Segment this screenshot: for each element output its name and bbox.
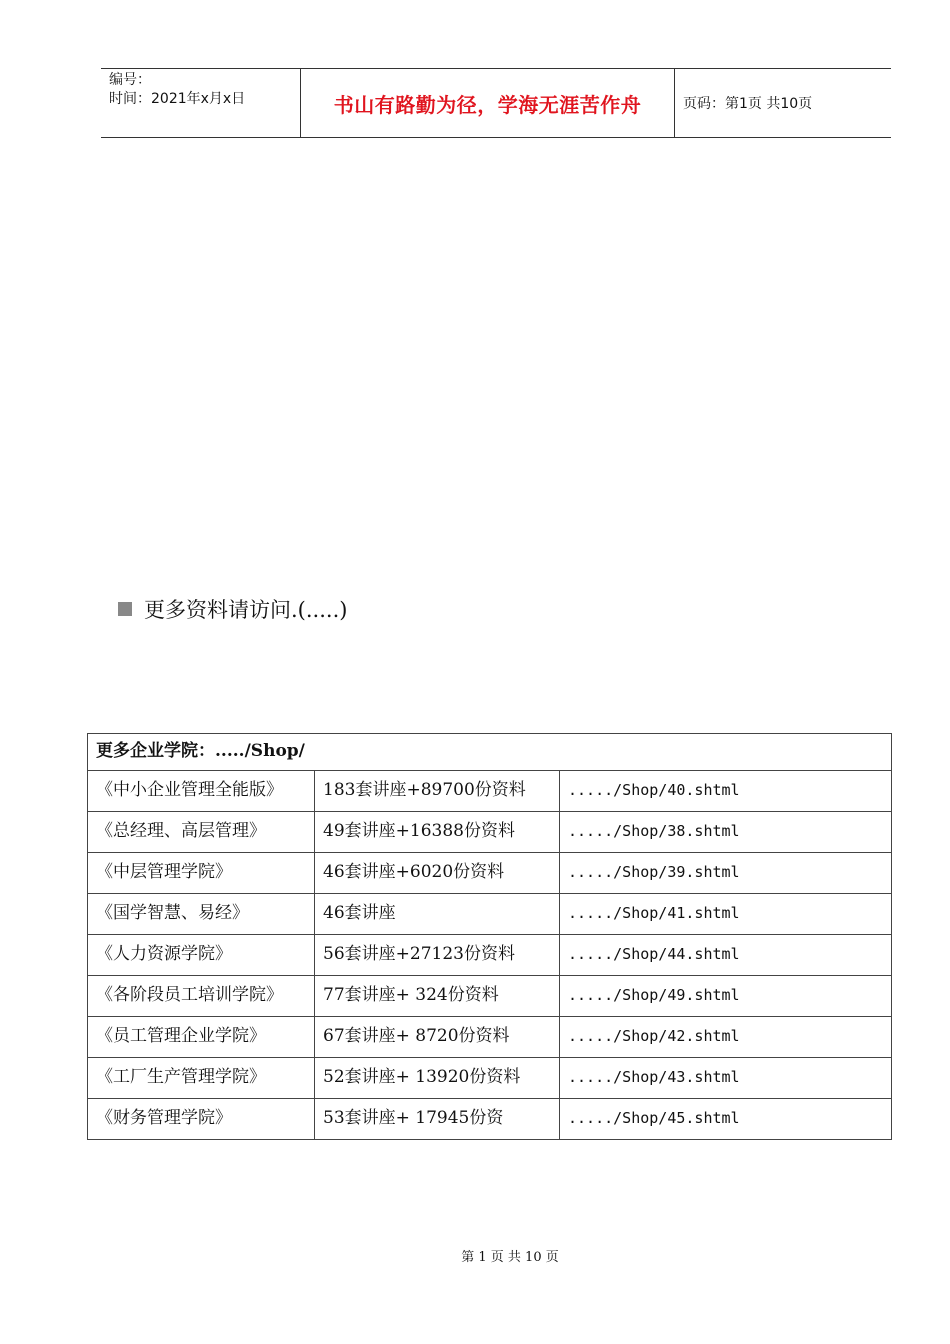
course-description: 46套讲座 [315, 894, 560, 935]
header-page-label: 页码：第1页 共10页 [683, 96, 813, 112]
course-name: 《总经理、高层管理》 [88, 812, 315, 853]
header-motto: 书山有路勤为径，学海无涯苦作舟 [333, 92, 642, 117]
course-link[interactable]: ...../Shop/45.shtml [560, 1099, 892, 1140]
course-description: 183套讲座+89700份资料 [315, 771, 560, 812]
page-header [101, 68, 891, 138]
course-name: 《各阶段员工培训学院》 [88, 976, 315, 1017]
table-header-row [88, 734, 892, 771]
document-number: 编号： [109, 72, 151, 88]
more-info-text: 更多资料请访问.(.....) [144, 598, 348, 622]
course-description: 46套讲座+6020份资料 [315, 853, 560, 894]
square-bullet-icon [118, 602, 132, 616]
course-link[interactable]: ...../Shop/42.shtml [560, 1017, 892, 1058]
course-name: 《工厂生产管理学院》 [88, 1058, 315, 1099]
table-row [88, 771, 892, 812]
course-name: 《人力资源学院》 [88, 935, 315, 976]
course-name: 《中小企业管理全能版》 [88, 771, 315, 812]
table-row [88, 935, 892, 976]
course-name: 《财务管理学院》 [88, 1099, 315, 1140]
table-row [88, 1017, 892, 1058]
table-row [88, 976, 892, 1017]
course-link[interactable]: ...../Shop/38.shtml [560, 812, 892, 853]
table-row [88, 812, 892, 853]
course-link[interactable]: ...../Shop/43.shtml [560, 1058, 892, 1099]
course-description: 52套讲座+ 13920份资料 [315, 1058, 560, 1099]
course-name: 《员工管理企业学院》 [88, 1017, 315, 1058]
table-row [88, 853, 892, 894]
course-description: 49套讲座+16388份资料 [315, 812, 560, 853]
header-page-info [675, 69, 891, 137]
course-description: 67套讲座+ 8720份资料 [315, 1017, 560, 1058]
document-time: 时间：2021年x月x日 [109, 91, 246, 107]
more-info-note [118, 594, 347, 624]
page-footer: 第 1 页 共 10 页 [461, 1250, 559, 1265]
course-link[interactable]: ...../Shop/39.shtml [560, 853, 892, 894]
header-meta [101, 69, 301, 137]
course-name: 《中层管理学院》 [88, 853, 315, 894]
course-link[interactable]: ...../Shop/41.shtml [560, 894, 892, 935]
table-row [88, 894, 892, 935]
table-row [88, 1099, 892, 1140]
course-name: 《国学智慧、易经》 [88, 894, 315, 935]
course-link[interactable]: ...../Shop/49.shtml [560, 976, 892, 1017]
course-link[interactable]: ...../Shop/44.shtml [560, 935, 892, 976]
course-link[interactable]: ...../Shop/40.shtml [560, 771, 892, 812]
course-description: 77套讲座+ 324份资料 [315, 976, 560, 1017]
course-description: 56套讲座+27123份资料 [315, 935, 560, 976]
header-motto-cell [301, 69, 675, 137]
table-title: 更多企业学院：...../Shop/ [88, 734, 892, 771]
table-row [88, 1058, 892, 1099]
course-description: 53套讲座+ 17945份资 [315, 1099, 560, 1140]
academy-links-table [87, 733, 892, 1140]
